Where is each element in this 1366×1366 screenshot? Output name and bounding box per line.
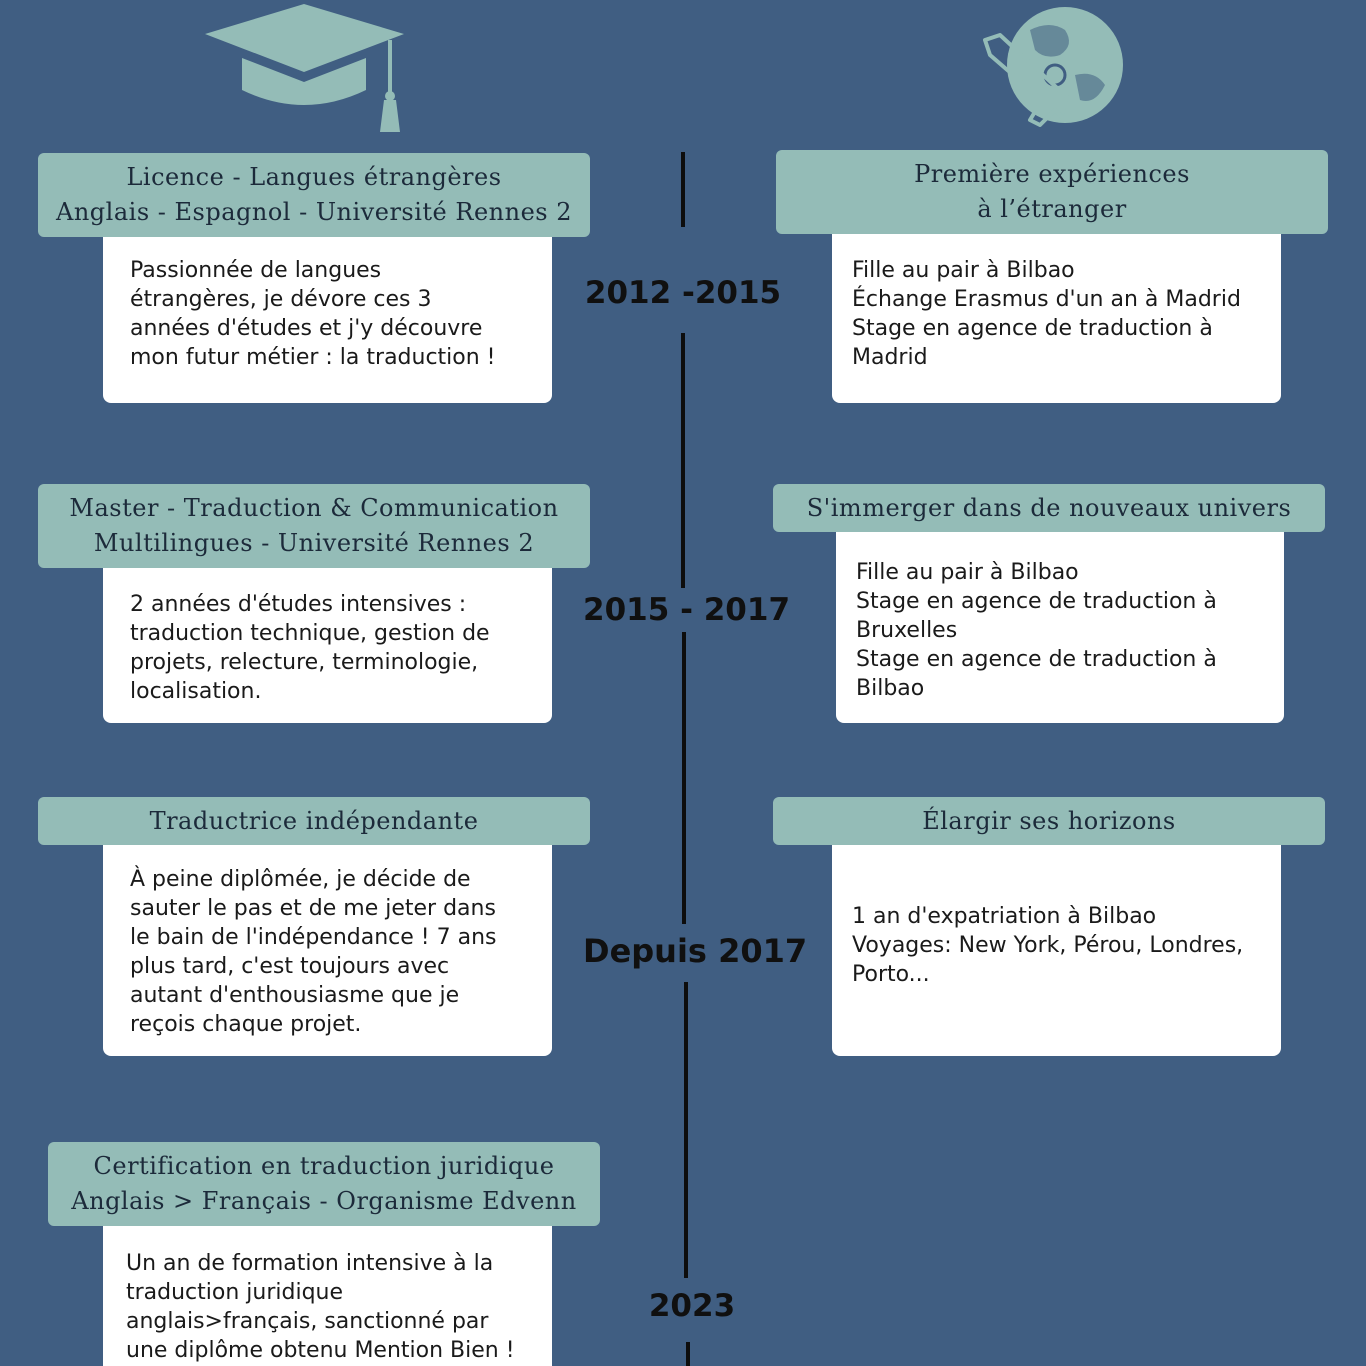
text-line: Fille au pair à Bilbao [852,258,1075,283]
title-line: Licence - Langues étrangères [126,163,502,191]
certification-title [48,1142,600,1226]
text-line: Stage en agence de traduction à [852,316,1213,341]
career-description [103,845,552,1056]
education-title [38,484,590,568]
text-line: 2 années d'études intensives : [130,592,467,617]
text-line: Fille au pair à Bilbao [856,560,1079,585]
title-line: Master - Traduction & Communication [69,494,559,522]
text-line: Un an de formation intensive à la [126,1251,494,1276]
text-line: traduction juridique [126,1280,344,1305]
timeline-line [681,333,685,588]
experience-description [836,532,1284,723]
experience-title [773,484,1325,532]
experience-description [832,234,1281,403]
globe-airplane-icon [980,0,1130,135]
year-label: 2012 -2015 [584,275,782,311]
year-label: 2015 - 2017 [583,592,791,628]
text-line: 1 an d'expatriation à Bilbao [852,904,1157,929]
text-line: une diplôme obtenu Mention Bien ! [126,1338,515,1363]
text-line: Porto... [852,962,930,987]
title-line: Élargir ses horizons [922,806,1176,835]
timeline-line [682,632,686,924]
experience-description [832,845,1281,1056]
text-line: plus tard, c'est toujours avec [130,954,450,979]
title-line: S'immerger dans de nouveaux univers [806,493,1292,522]
title-line: Anglais > Français - Organisme Edvenn [71,1187,577,1215]
text-line: années d'études et j'y découvre [130,316,483,341]
graduation-cap-icon [200,0,410,135]
text-line: À peine diplômée, je décide de [130,867,471,892]
year-label: Depuis 2017 [583,932,808,970]
timeline-line [684,982,688,1278]
year-label: 2023 [648,1288,736,1324]
text-line: Stage en agence de traduction à [856,647,1217,672]
title-line: Multilingues - Université Rennes 2 [93,529,535,557]
experience-title [773,797,1325,845]
title-line: à l’étranger [977,195,1127,223]
text-line: Madrid [852,345,928,370]
timeline-line [681,152,685,227]
text-line: Stage en agence de traduction à [856,589,1217,614]
text-line: étrangères, je dévore ces 3 [130,287,432,312]
education-description [103,237,552,403]
experience-title [776,150,1328,234]
text-line: sauter le pas et de me jeter dans [130,896,496,921]
text-line: autant d'enthousiasme que je [130,983,460,1008]
education-description [103,568,552,723]
text-line: Bilbao [856,676,925,701]
timeline-line [686,1342,690,1366]
title-line: Anglais - Espagnol - Université Rennes 2 [56,198,572,226]
text-line: localisation. [130,679,262,704]
certification-description [103,1226,552,1366]
title-line: Certification en traduction juridique [93,1152,555,1180]
text-line: le bain de l'indépendance ! 7 ans [130,925,497,950]
title-line: Première expériences [914,160,1190,188]
text-line: mon futur métier : la traduction ! [130,345,496,370]
education-title [38,153,590,237]
title-line: Traductrice indépendante [149,806,479,835]
text-line: anglais>français, sanctionné par [126,1309,489,1334]
text-line: Voyages: New York, Pérou, Londres, [852,933,1244,958]
text-line: Échange Erasmus d'un an à Madrid [852,287,1241,312]
text-line: reçois chaque projet. [130,1012,362,1037]
text-line: traduction technique, gestion de [130,621,490,646]
career-title [38,797,590,845]
text-line: projets, relecture, terminologie, [130,650,479,675]
text-line: Bruxelles [856,618,958,643]
text-line: Passionnée de langues [130,258,382,283]
